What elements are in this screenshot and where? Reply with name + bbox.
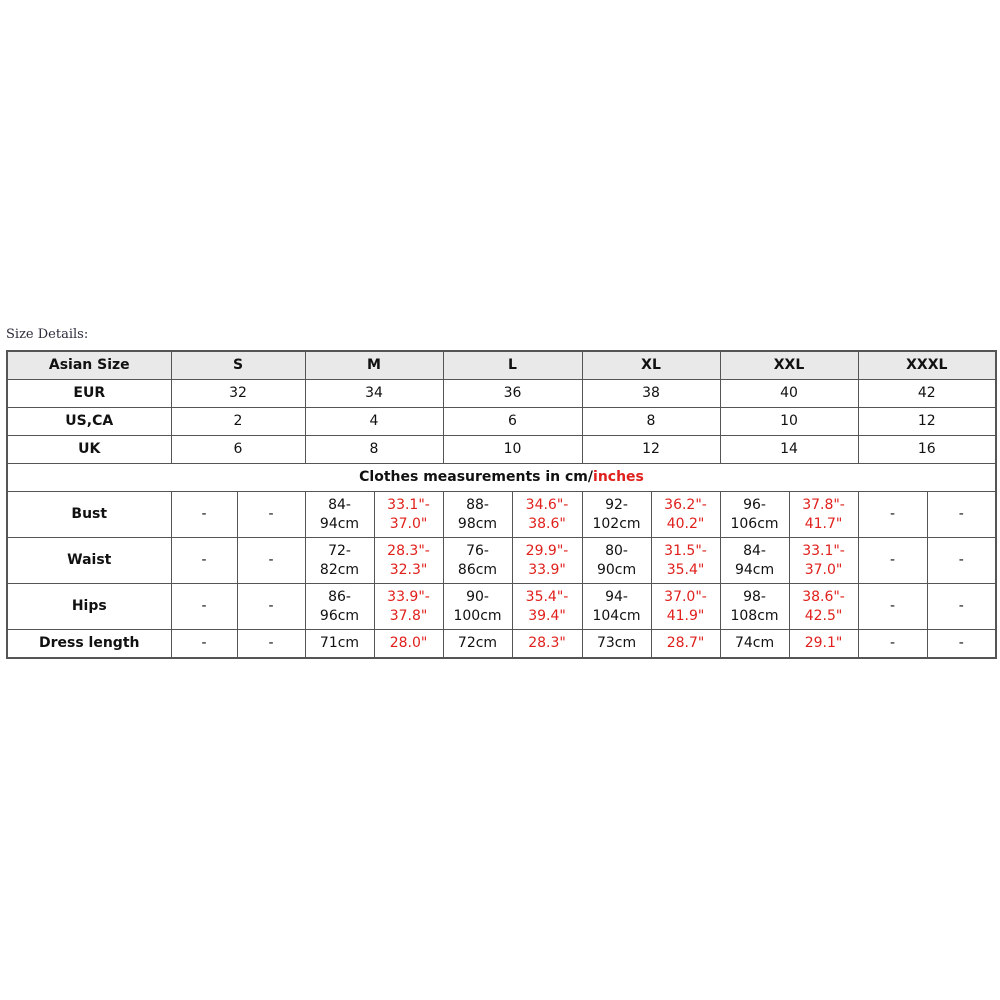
measurement-row-waist (7, 538, 996, 584)
table-cell-cm: 84- 94cm (305, 492, 374, 538)
table-cell-inches: - (927, 630, 996, 659)
size-header-s: S (171, 351, 305, 380)
table-cell-cm: - (171, 492, 237, 538)
measurement-row-bust (7, 492, 996, 538)
page-title: Size Details: (6, 327, 89, 342)
table-cell: 12 (858, 408, 996, 436)
table-cell-cm: - (858, 492, 927, 538)
table-cell-cm: 92- 102cm (582, 492, 651, 538)
size-header-m: M (305, 351, 443, 380)
table-cell-cm: - (858, 584, 927, 630)
measurement-header-prefix: Clothes measurements in cm/ (359, 469, 594, 485)
measurement-header (7, 464, 996, 492)
size-header-l: L (443, 351, 582, 380)
table-cell-inches: - (927, 538, 996, 584)
table-cell: 40 (720, 380, 858, 408)
table-cell-cm: 90- 100cm (443, 584, 512, 630)
table-cell: 42 (858, 380, 996, 408)
table-cell-cm: 74cm (720, 630, 789, 659)
table-cell-inches: - (927, 584, 996, 630)
table-cell-inches: 28.3" (512, 630, 582, 659)
table-cell: 10 (720, 408, 858, 436)
table-cell: 4 (305, 408, 443, 436)
table-cell: 2 (171, 408, 305, 436)
table-cell-inches: 34.6"- 38.6" (512, 492, 582, 538)
table-cell-cm: 88- 98cm (443, 492, 512, 538)
table-cell-inches: - (237, 492, 305, 538)
table-cell-cm: 72- 82cm (305, 538, 374, 584)
table-cell: 10 (443, 436, 582, 464)
measurement-header-inches: inches (593, 469, 644, 485)
table-cell: 6 (171, 436, 305, 464)
row-label: Dress length (7, 630, 171, 659)
measurement-header-row (7, 464, 996, 492)
conversion-row-us-ca (7, 408, 996, 436)
table-cell-inches: - (237, 584, 305, 630)
table-cell-inches: 33.1"- 37.0" (789, 538, 858, 584)
table-cell: 32 (171, 380, 305, 408)
table-cell: 36 (443, 380, 582, 408)
row-label: EUR (7, 380, 171, 408)
size-chart-table (6, 350, 997, 659)
row-label: US,CA (7, 408, 171, 436)
table-cell-cm: 71cm (305, 630, 374, 659)
table-cell: 6 (443, 408, 582, 436)
table-cell: 12 (582, 436, 720, 464)
size-header-xxl: XXL (720, 351, 858, 380)
table-cell-cm: - (858, 538, 927, 584)
measurement-row-dress-length (7, 630, 996, 659)
table-cell-inches: 29.1" (789, 630, 858, 659)
table-cell-inches: 36.2"- 40.2" (651, 492, 720, 538)
table-cell-cm: 73cm (582, 630, 651, 659)
table-cell-cm: - (171, 538, 237, 584)
size-header-xxxl: XXXL (858, 351, 996, 380)
row-label: Bust (7, 492, 171, 538)
table-cell-inches: 33.9"- 37.8" (374, 584, 443, 630)
measurement-row-hips (7, 584, 996, 630)
table-cell-inches: 28.7" (651, 630, 720, 659)
table-cell-cm: 86- 96cm (305, 584, 374, 630)
size-header-row (7, 351, 996, 380)
table-cell-cm: 84- 94cm (720, 538, 789, 584)
table-cell-cm: 76- 86cm (443, 538, 512, 584)
table-cell-cm: 94- 104cm (582, 584, 651, 630)
table-cell-cm: - (858, 630, 927, 659)
size-header-label: Asian Size (7, 351, 171, 380)
table-cell-inches: 37.8"- 41.7" (789, 492, 858, 538)
table-cell-cm: 98- 108cm (720, 584, 789, 630)
size-header-xl: XL (582, 351, 720, 380)
table-cell-inches: - (237, 630, 305, 659)
table-cell: 8 (305, 436, 443, 464)
table-cell: 16 (858, 436, 996, 464)
table-cell-cm: 96- 106cm (720, 492, 789, 538)
table-cell-inches: - (237, 538, 305, 584)
row-label: UK (7, 436, 171, 464)
table-cell-cm: - (171, 584, 237, 630)
table-cell-inches: 31.5"- 35.4" (651, 538, 720, 584)
table-cell: 14 (720, 436, 858, 464)
table-cell-inches: 38.6"- 42.5" (789, 584, 858, 630)
row-label: Waist (7, 538, 171, 584)
table-cell: 8 (582, 408, 720, 436)
table-cell-inches: 35.4"- 39.4" (512, 584, 582, 630)
table-cell-inches: 33.1"- 37.0" (374, 492, 443, 538)
table-cell: 38 (582, 380, 720, 408)
row-label: Hips (7, 584, 171, 630)
conversion-row-uk (7, 436, 996, 464)
table-cell-cm: 72cm (443, 630, 512, 659)
table-cell-cm: - (171, 630, 237, 659)
table-cell-inches: 29.9"- 33.9" (512, 538, 582, 584)
table-cell-inches: 28.0" (374, 630, 443, 659)
conversion-row-eur (7, 380, 996, 408)
table-cell-cm: 80- 90cm (582, 538, 651, 584)
table-cell-inches: 37.0"- 41.9" (651, 584, 720, 630)
table-cell: 34 (305, 380, 443, 408)
table-cell-inches: - (927, 492, 996, 538)
table-cell-inches: 28.3"- 32.3" (374, 538, 443, 584)
